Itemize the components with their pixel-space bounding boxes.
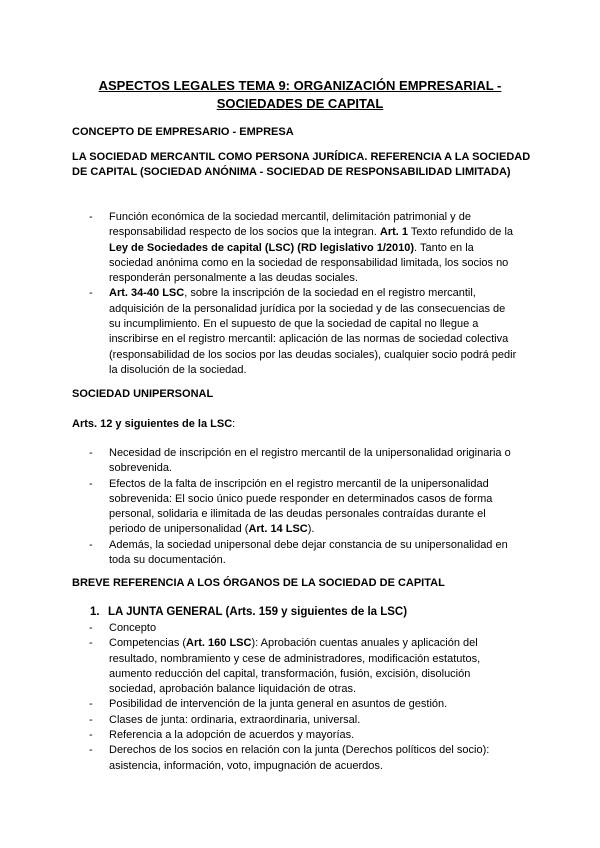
list-item: - Efectos de la falta de inscripción en el registro mercantil de la unipersonalidad sobrevenida: El socio único puede responder en determinados casos de forma personal, solidaria e ilimitada de las deudas personales contraídas durante el periodo de unipersonalidad (Art. 14 LSC). [89,477,519,538]
unipersonal-list [89,446,519,568]
list-item: - Referencia a la adopción de acuerdos y mayorías. [89,728,519,743]
organos-heading: BREVE REFERENCIA A LOS ÓRGANOS DE LA SOCIEDAD DE CAPITAL [72,577,445,589]
sociedad-mercantil-heading: LA SOCIEDAD MERCANTIL COMO PERSONA JURÍDICA. REFERENCIA A LA SOCIEDAD DE CAPITAL (SOCIEDAD ANÓNIMA - SOCIEDAD DE RESPONSABILIDAD LIMITADA) [72,151,531,179]
list-item: - Función económica de la sociedad mercantil, delimitación patrimonial y de responsabilidad respecto de los socios que la integran. Art. 1 Texto refundido de la Ley de Sociedades de capital (LSC) (RD legislativo 1/2010). Tanto en la sociedad anónima como en la sociedad de responsabilidad limitada, los socios no responderán personalmente a las deudas sociales. [89,210,519,286]
list-item: - Posibilidad de intervención de la junta general en asuntos de gestión. [89,697,519,712]
unipersonal-arts-line: Arts. 12 y siguientes de la LSC: [72,418,236,430]
document-title: ASPECTOS LEGALES TEMA 9: ORGANIZACIÓN EMPRESARIAL - SOCIEDADES DE CAPITAL [98,78,502,111]
sociedad-mercantil-list [89,210,519,378]
list-item: - Concepto [89,621,519,636]
list-item: - Competencias (Art. 160 LSC): Aprobación cuentas anuales y aplicación del resultado, nombramiento y cese de administradores, modificación estatutos, aumento reducción del capital, transformación, fusión, excisión, disolución sociedad, aprobación balance liquidación de otras. [89,636,519,697]
list-item: - Además, la sociedad unipersonal debe dejar constancia de su unipersonalidad en toda su documentación. [89,538,519,569]
list-item: - Clases de junta: ordinaria, extraordinaria, universal. [89,713,519,728]
junta-general-list [89,621,519,774]
junta-general-title: 1. LA JUNTA GENERAL (Arts. 159 y siguientes de la LSC) [90,606,408,618]
concepto-heading: CONCEPTO DE EMPRESARIO - EMPRESA [72,126,294,138]
list-item: - Necesidad de inscripción en el registro mercantil de la unipersonalidad originaria o sobrevenida. [89,446,519,477]
unipersonal-heading: SOCIEDAD UNIPERSONAL [72,388,214,400]
list-item: - Art. 34-40 LSC, sobre la inscripción de la sociedad en el registro mercantil, adquisición de la personalidad jurídica por la sociedad y de las consecuencias de su incumplimiento. En el supuesto de que la sociedad de capital no llegue a inscribirse en el registro mercantil: aplicación de las normas de sociedad colectiva (responsabilidad de los socios por las deudas sociales), cualquier socio podrá pedir la disolución de la sociedad. [89,286,519,378]
list-item: - Derechos de los socios en relación con la junta (Derechos políticos del socio): asistencia, información, voto, impugnación de acuerdos. [89,743,519,774]
